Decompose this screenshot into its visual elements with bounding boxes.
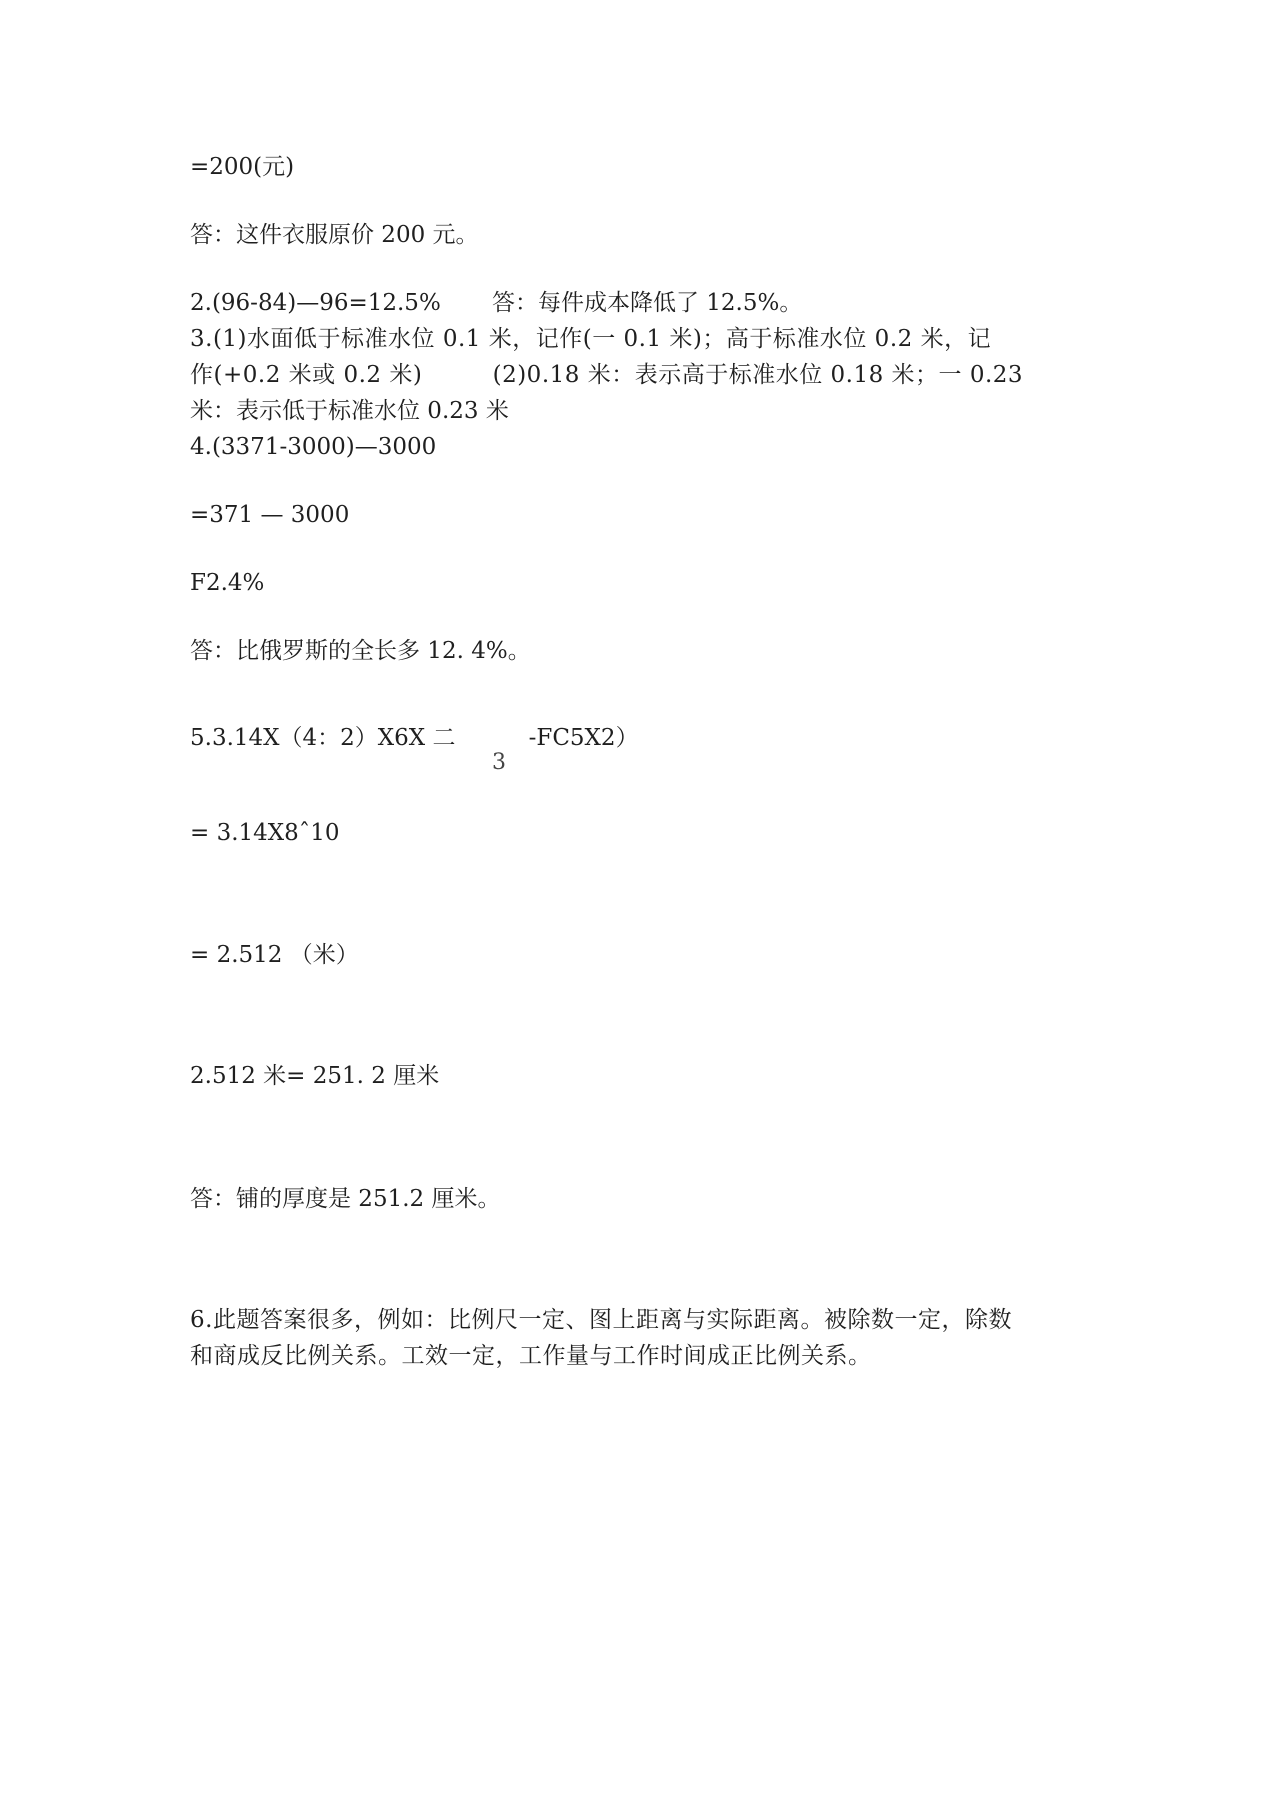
text-line: 4.(3371-3000)—3000	[190, 434, 437, 460]
text-line: F2.4%	[190, 570, 265, 596]
text-line: 答：比俄罗斯的全长多 12. 4%。	[190, 638, 531, 664]
text-line: 和商成反比例关系。工效一定，工作量与工作时间成正比例关系。	[190, 1343, 872, 1369]
text-line: = 2.512 （米）	[190, 942, 359, 968]
text-line: 6.此题答案很多，例如：比例尺一定、图上距离与实际距离。被除数一定，除数	[190, 1307, 1012, 1333]
text-line: 作(+0.2 米或 0.2 米) (2)0.18 米：表示高于标准水位 0.18 米；一 0.23	[190, 362, 1024, 388]
text-line: 答：这件衣服原价 200 元。	[190, 222, 479, 248]
text-line: 米：表示低于标准水位 0.23 米	[190, 398, 509, 424]
fraction-denominator: 3	[492, 750, 506, 775]
text-line: =371 — 3000	[190, 502, 350, 528]
text-line: 2.(96-84)—96=12.5% 答：每件成本降低了 12.5%。	[190, 290, 803, 316]
text-line: 3.(1)水面低于标准水位 0.1 米，记作(一 0.1 米)；高于标准水位 0.2 米，记	[190, 326, 992, 352]
text-line: 2.512 米= 251. 2 厘米	[190, 1063, 440, 1089]
text-line: 答：铺的厚度是 251.2 厘米。	[190, 1186, 501, 1212]
text-line: = 3.14X8ˆ10	[190, 820, 340, 846]
text-line: 5.3.14X（4：2）X6X 二 -FC5X2）	[190, 725, 639, 751]
text-line: =200(元)	[190, 154, 295, 180]
